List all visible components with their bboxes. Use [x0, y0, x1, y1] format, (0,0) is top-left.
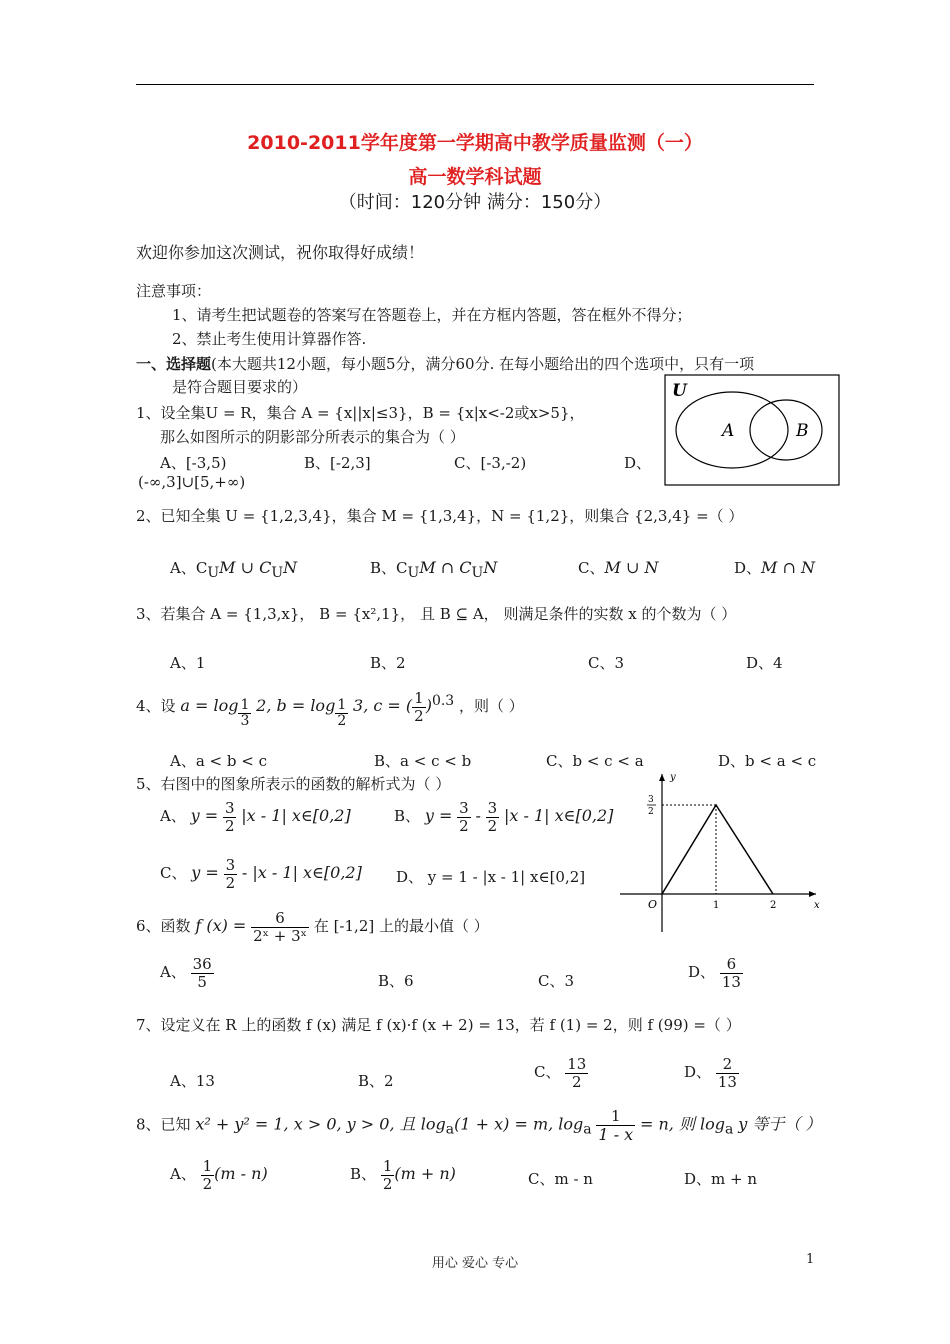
section1-desc2: 是符合题目要求的）	[172, 378, 308, 396]
page-number: 1	[806, 1252, 815, 1267]
q4-option-a: A、a < b < c	[170, 752, 267, 770]
q7-option-c: C、 $\frac{13}{2}$	[534, 1055, 587, 1091]
q4-stem: 4、设 a = log $\frac{1}{3}$ 2, b = log $\frac{1}{2}$ 3, c = ( $\frac{1}{2}$ )$^{0.3}$ ，则（ ）	[136, 689, 524, 729]
x-axis-label: x	[814, 900, 820, 911]
q7-option-b: B、2	[358, 1072, 394, 1090]
q7-option-d: D、 $\frac{2}{13}$	[684, 1055, 737, 1091]
q5-option-a: A、 y = $\frac{3}{2}$ |x - 1| x∈[0,2]	[160, 799, 351, 835]
q2-option-d: D、M ∩ N	[734, 558, 815, 577]
x-tick-2: 2	[770, 900, 777, 911]
q5-option-b: B、 y = $\frac{3}{2}$ - $\frac{3}{2}$ |x - 1| x∈[0,2]	[394, 799, 614, 835]
venn-b-label: B	[796, 421, 809, 441]
y-axis-label: y	[670, 772, 676, 783]
notes-heading: 注意事项：	[136, 282, 212, 300]
q3-option-a: A、1	[170, 654, 206, 672]
q1-option-d: D、	[624, 454, 652, 472]
origin-label: O	[648, 898, 658, 911]
q5-option-c: C、 y = $\frac{3}{2}$ - |x - 1| x∈[0,2]	[160, 856, 362, 892]
q7-stem: 7、设定义在 R 上的函数 f (x) 满足 f (x)·f (x + 2) = 13，若 f (1) = 2，则 f (99) =（ ）	[136, 1016, 741, 1034]
venn-u-label: U	[672, 381, 687, 401]
q3-option-b: B、2	[370, 654, 406, 672]
q1-option-a: A、[-3,5)	[160, 454, 227, 472]
q3-option-c: C、3	[588, 654, 625, 672]
q6-option-a: A、 $\frac{36}{5}$	[160, 955, 212, 991]
q1-stem: 1、设全集U = R，集合 A = {x||x|≤3}，B = {x|x<-2或x>5}，	[136, 404, 585, 422]
q6-stem: 6、函数 f (x) = $\frac{6}{\text{2ˣ + 3ˣ}}$ 在 [-1,2] 上的最小值（ ）	[136, 909, 489, 945]
note-item-2: 2、禁止考生使用计算器作答.	[172, 330, 367, 348]
q6-option-b: B、6	[378, 972, 414, 990]
q8-option-a: A、 $\frac{1}{2}$ (m - n)	[170, 1157, 268, 1193]
y-tick-den: 2	[648, 807, 654, 817]
q8-stem: 8、已知 x² + y² = 1, x > 0, y > 0, 且 $\log_a(1 + x) = m$, $\log_a$ $\frac{1}{1 - x}$ = n, 则 $\log_a y$ 等于（ ）	[136, 1107, 822, 1144]
welcome-message: 欢迎你参加这次测试，祝你取得好成绩！	[136, 243, 425, 262]
q8-option-c: C、m - n	[528, 1170, 593, 1188]
q4-option-d: D、b < a < c	[718, 752, 817, 770]
venn-set-b	[750, 400, 822, 460]
venn-a-label: A	[722, 421, 735, 441]
q2-option-c: C、M ∪ N	[578, 558, 659, 577]
q6-option-d: D、 $\frac{6}{13}$	[688, 955, 741, 991]
q2-option-a: A、$C_UM$ ∪ $C_UN$	[170, 558, 298, 581]
exam-subtitle: 高一数学科试题	[408, 166, 542, 188]
q5-option-d: D、 y = 1 - |x - 1| x∈[0,2]	[396, 868, 586, 886]
q3-option-d: D、4	[746, 654, 783, 672]
graph-line	[662, 805, 773, 894]
q3-stem: 3、若集合 A = {1,3,x}， B = {x²,1}， 且 B ⊆ A， 则满足条件的实数 x 的个数为（ ）	[136, 605, 737, 623]
q1-option-b: B、[-2,3]	[304, 454, 371, 472]
exam-title: 2010-2011学年度第一学期高中教学质量监测（一）	[247, 132, 703, 154]
y-tick-num: 3	[648, 795, 654, 805]
q1-option-c: C、[-3,-2)	[454, 454, 527, 472]
header-rule	[136, 84, 814, 85]
q2-option-b: B、$C_UM$ ∩ $C_UN$	[370, 558, 498, 581]
q7-option-a: A、13	[170, 1072, 215, 1090]
q2-stem: 2、已知全集 U = {1,2,3,4}，集合 M = {1,3,4}，N = {1,2}，则集合 {2,3,4} =（ ）	[136, 507, 744, 525]
function-graph	[616, 768, 826, 936]
section1-desc: (本大题共12小题，每小题5分，满分60分. 在每小题给出的四个选项中，只有一项	[211, 355, 755, 373]
q5-stem: 5、右图中的图象所表示的函数的解析式为（ ）	[136, 775, 451, 793]
footer-motto: 用心 爱心 专心	[431, 1256, 519, 1271]
q8-option-b: B、 $\frac{1}{2}$ (m + n)	[350, 1157, 456, 1193]
q4-option-b: B、a < c < b	[374, 752, 472, 770]
x-tick-1: 1	[713, 900, 720, 911]
q6-option-c: C、3	[538, 972, 575, 990]
note-item-1: 1、请考生把试题卷的答案写在答题卷上，并在方框内答题，答在框外不得分；	[172, 306, 692, 324]
q1-option-d-value: (-∞,3]∪[5,+∞)	[138, 473, 246, 491]
q8-option-d: D、m + n	[684, 1170, 758, 1188]
section1-heading	[136, 353, 754, 374]
q4-option-c: C、b < c < a	[546, 752, 644, 770]
q1-stem2: 那么如图所示的阴影部分所表示的集合为（ ）	[160, 428, 465, 446]
venn-diagram	[664, 374, 840, 486]
exam-time-info: （时间：120分钟 满分：150分）	[338, 192, 612, 213]
section1-label: 一、选择题	[136, 355, 212, 373]
